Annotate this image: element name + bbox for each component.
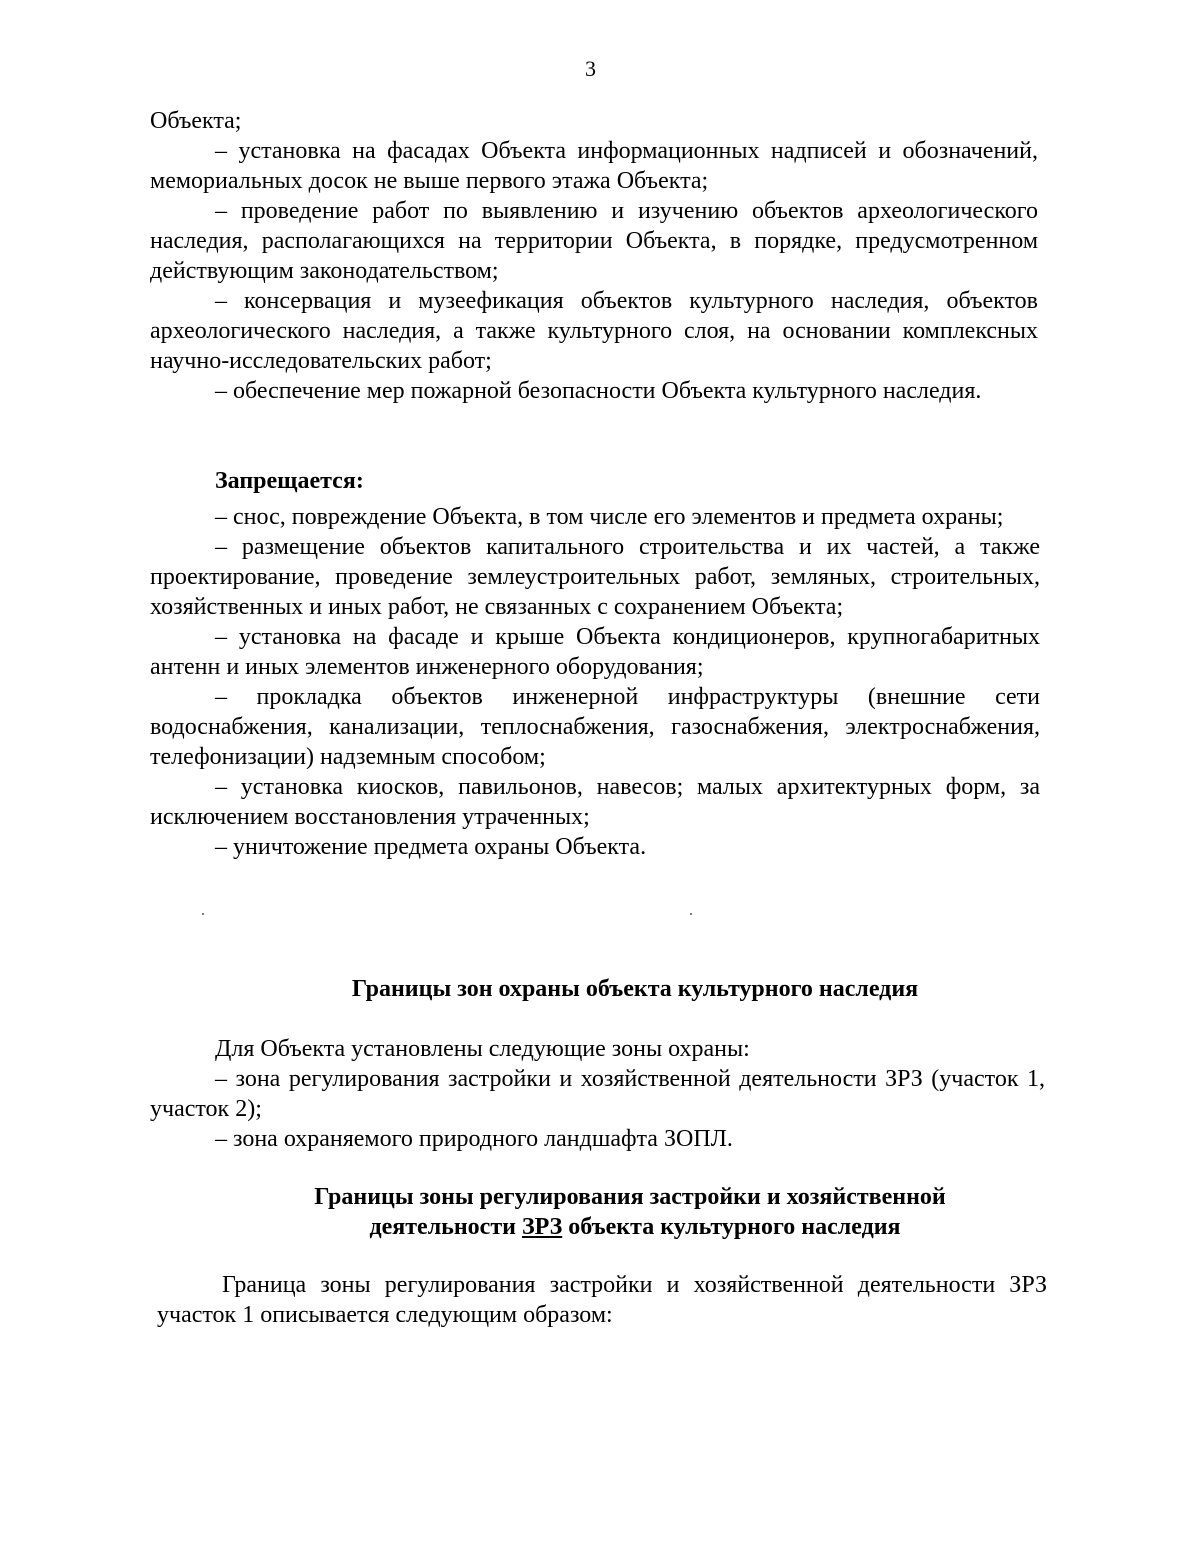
- zones-heading: Границы зон охраны объекта культурного наследия: [351, 976, 919, 1002]
- prohibited-list: [150, 502, 1040, 862]
- scan-mark: [202, 913, 204, 915]
- zrz-heading-before: деятельности: [369, 1214, 516, 1240]
- list-item: – снос, повреждение Объекта, в том числе его элементов и предмета охраны;: [215, 504, 1004, 530]
- zrz-heading-abbr: ЗРЗ: [521, 1214, 563, 1240]
- list-item: Объекта;: [150, 108, 242, 134]
- list-item: – размещение объектов капитального строительства и их частей, а также проектирование, проведение землеустроительных работ, земляных, строительных, хозяйственных и иных работ, не связанных с сохранением Объекта;: [150, 534, 1040, 620]
- scan-mark: [690, 913, 692, 915]
- list-item: – зона охраняемого природного ландшафта ЗОПЛ.: [215, 1126, 733, 1152]
- list-item: – установка на фасаде и крыше Объекта кондиционеров, крупногабаритных антенн и иных элементов инженерного оборудования;: [150, 624, 1040, 680]
- zrz-heading-line2: [210, 1212, 1060, 1242]
- list-item: – консервация и музеефикация объектов культурного наследия, объектов археологического наследия, а также культурного слоя, на основании комплексных научно-исследовательских работ;: [150, 288, 1038, 374]
- list-item: – зона регулирования застройки и хозяйственной деятельности ЗРЗ (участок 1, участок 2);: [150, 1066, 1045, 1122]
- list-item: – обеспечение мер пожарной безопасности Объекта культурного наследия.: [215, 378, 982, 404]
- zones-intro: Для Объекта установлены следующие зоны охраны:: [215, 1036, 750, 1062]
- prohibited-section: [150, 466, 1038, 496]
- zrz-heading-after: объекта культурного наследия: [568, 1214, 901, 1240]
- prohibited-title: Запрещается:: [215, 468, 364, 494]
- permitted-works-list: [150, 106, 1038, 406]
- zones-section: [150, 1034, 1045, 1154]
- zrz-heading: [200, 1182, 1060, 1242]
- list-item: – установка на фасадах Объекта информационных надписей и обозначений, мемориальных досок не выше первого этажа Объекта;: [150, 138, 1038, 194]
- list-item: – уничтожение предмета охраны Объекта.: [215, 834, 647, 860]
- list-item: – проведение работ по выявлению и изучению объектов археологического наследия, располагающихся на территории Объекта, в порядке, предусмотренном действующим законодательством;: [150, 198, 1038, 284]
- list-item: – установка киосков, павильонов, навесов; малых архитектурных форм, за исключением восстановления утраченных;: [150, 774, 1040, 830]
- zrz-heading-line1: Границы зоны регулирования застройки и хозяйственной: [314, 1184, 946, 1210]
- zrz-description: Граница зоны регулирования застройки и хозяйственной деятельности ЗРЗ участок 1 описывается следующим образом:: [157, 1272, 1047, 1328]
- page-number: 3: [585, 56, 596, 81]
- zrz-section: [157, 1270, 1047, 1330]
- list-item: – прокладка объектов инженерной инфраструктуры (внешние сети водоснабжения, канализации, теплоснабжения, газоснабжения, электроснабжения, телефонизации) надземным способом;: [150, 684, 1040, 770]
